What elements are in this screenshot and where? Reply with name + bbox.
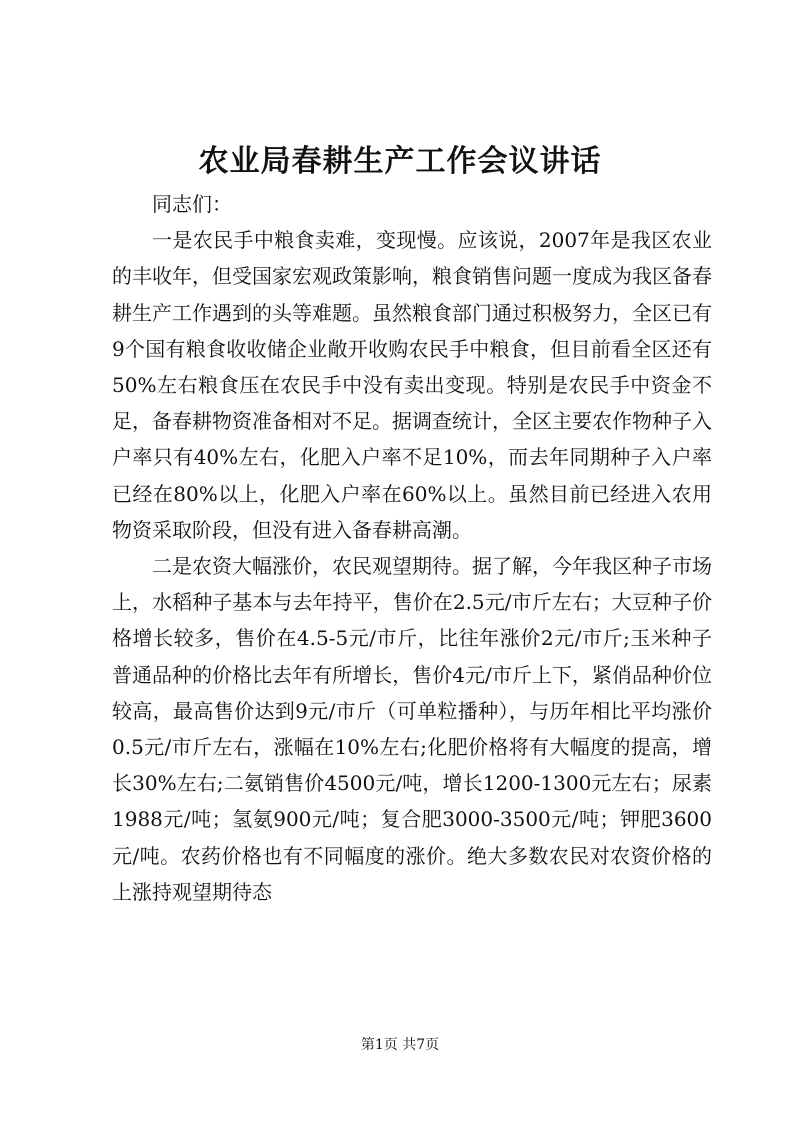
salutation: 同志们：	[152, 192, 232, 216]
page-footer: 第1页 共7页	[360, 1037, 440, 1053]
document-body	[112, 186, 712, 910]
document-title: 农业局春耕生产工作会议讲话	[198, 144, 602, 179]
paragraph-1: 一是农民手中粮食卖难，变现慢。应该说，2007年是我区农业的丰收年，但受国家宏观政策影响，粮食销售问题一度成为我区备春耕生产工作遇到的头等难题。虽然粮食部门通过积极努力，全区已有9个国有粮食收收储企业敞开收购农民手中粮食，但目前看全区还有50%左右粮食压在农民手中没有卖出变现。特别是农民手中资金不足，备春耕物资准备相对不足。据调查统计，全区主要农作物种子入户率只有40%左右，化肥入户率不足10%，而去年同期种子入户率已经在80%以上，化肥入户率在60%以上。虽然目前已经进入农用物资采取阶段，但没有进入备春耕高潮。	[112, 228, 712, 542]
paragraph-2: 二是农资大幅涨价，农民观望期待。据了解，今年我区种子市场上，水稻种子基本与去年持平，售价在2.5元/市斤左右；大豆种子价格增长较多，售价在4.5-5元/市斤，比往年涨价2元/市斤;玉米种子普通品种的价格比去年有所增长，售价4元/市斤上下，紧俏品种价位较高，最高售价达到9元/市斤（可单粒播种），与历年相比平均涨价0.5元/市斤左右，涨幅在10%左右;化肥价格将有大幅度的提高，增长30%左右;二氨销售价4500元/吨，增长1200-1300元左右；尿素1988元/吨；氢氨900元/吨；复合肥3000-3500元/吨；钾肥3600元/吨。农药价格也有不同幅度的涨价。绝大多数农民对农资价格的上涨持观望期待态	[112, 554, 712, 904]
